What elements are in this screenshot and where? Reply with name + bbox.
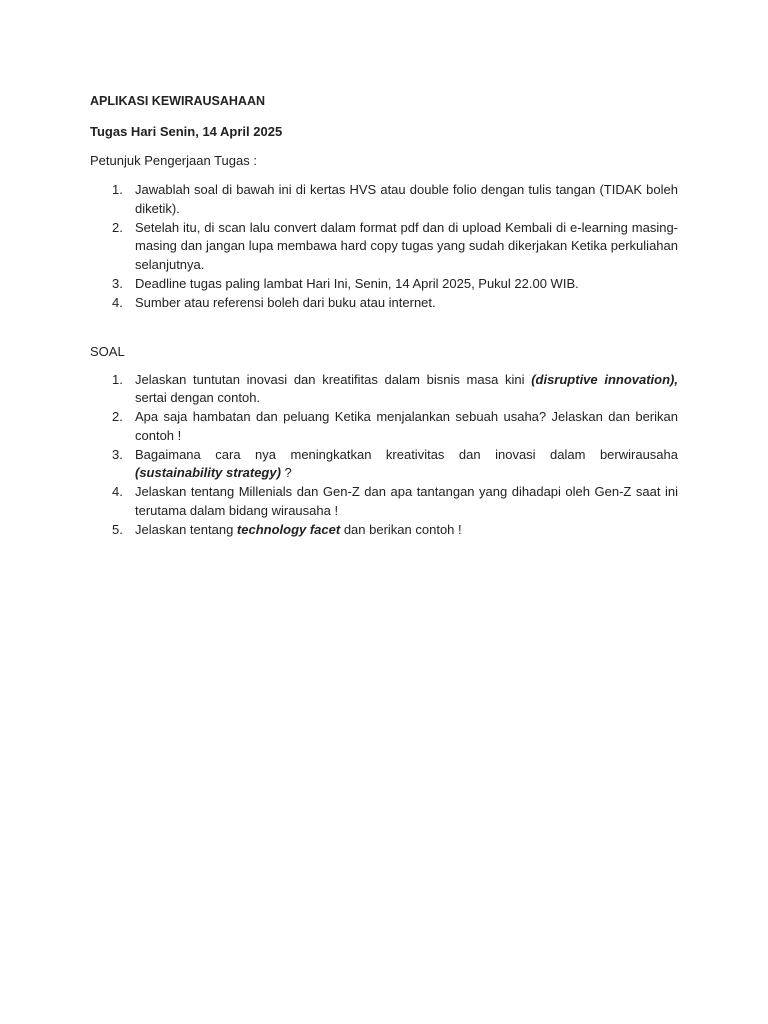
question-item-text: ? [280, 465, 292, 480]
question-item-text: Jelaskan tuntutan inovasi dan kreatifitas dalam bisnis masa kini [135, 371, 532, 387]
instruction-item-text: Sumber atau referensi boleh dari buku atau internet. [135, 294, 436, 310]
document-title: APLIKASI KEWIRAUSAHAAN [90, 94, 265, 108]
question-item-text: dan [292, 484, 323, 499]
instruction-item-text: Jawablah soal di bawah ini di kertas HVS atau double folio dengan tulis tangan (TIDAK boleh diketik). [135, 182, 678, 216]
question-item-text: (disruptive innovation), [531, 371, 678, 387]
question-item-text: sertai dengan contoh. [135, 390, 261, 405]
instruction-item-number: 3. [112, 275, 123, 291]
question-item [90, 446, 678, 483]
instruction-item [90, 219, 678, 275]
instruction-item [90, 294, 678, 313]
question-item-text: Millenials [238, 484, 293, 499]
question-item-text: (sustainability strategy) [135, 465, 281, 480]
instructions-heading: Petunjuk Pengerjaan Tugas : [90, 153, 257, 168]
question-item-text: Apa saja hambatan dan peluang Ketika menjalankan sebuah usaha? Jelaskan dan berikan contoh ! [135, 409, 678, 443]
question-item-number: 1. [112, 371, 123, 387]
instruction-item-number: 4. [112, 294, 123, 310]
question-item-text: technology facet [236, 521, 341, 537]
instruction-item-text: , Pukul 22.00 WIB. [471, 275, 579, 291]
document-subtitle: Tugas Hari Senin, 14 April 2025 [90, 124, 283, 139]
instruction-item-number: 2. [112, 219, 123, 235]
instruction-item-text: Senin, 14 April 2025 [354, 275, 472, 291]
question-item-number: 5. [112, 521, 123, 537]
question-item-number: 2. [112, 409, 123, 424]
instructions-list [90, 181, 678, 312]
instruction-item-text: jangan lupa [205, 238, 274, 253]
question-item [90, 521, 678, 540]
question-item [90, 408, 678, 445]
question-item-text: dan berikan contoh ! [340, 521, 462, 537]
question-item-number: 3. [112, 446, 123, 462]
question-item-text: dan apa tantangan yang dihadapi oleh Gen-Z saat ini terutama dalam bidang wirausaha ! [135, 484, 678, 518]
instruction-item-text: membawa hard copy tugas yang sudah dikerjakan Ketika perkuliahan selanjutnya. [135, 238, 678, 272]
question-item [90, 483, 678, 520]
question-item-text: Bagaimana cara nya meningkatkan kreativitas dan inovasi dalam berwirausaha [135, 446, 678, 462]
instruction-item-text: Setelah itu, di scan lalu convert dalam format pdf dan di upload Kembali di e-learning masing-masing dan [135, 219, 678, 253]
section-spacer [90, 313, 678, 343]
question-item-text: Jelaskan tentang [135, 521, 237, 537]
instruction-item-number: 1. [112, 182, 123, 197]
instruction-item-text: Deadline tugas paling lambat Hari Ini, [135, 275, 355, 291]
question-item-number: 4. [112, 484, 123, 499]
questions-list [90, 371, 678, 540]
document-page [90, 92, 678, 540]
question-item-text: Gen-Z [322, 484, 360, 499]
soal-heading: SOAL [90, 343, 125, 359]
question-item [90, 371, 678, 408]
instruction-item [90, 181, 678, 218]
instruction-item [90, 275, 678, 294]
question-item-text: Jelaskan tentang [135, 484, 239, 499]
